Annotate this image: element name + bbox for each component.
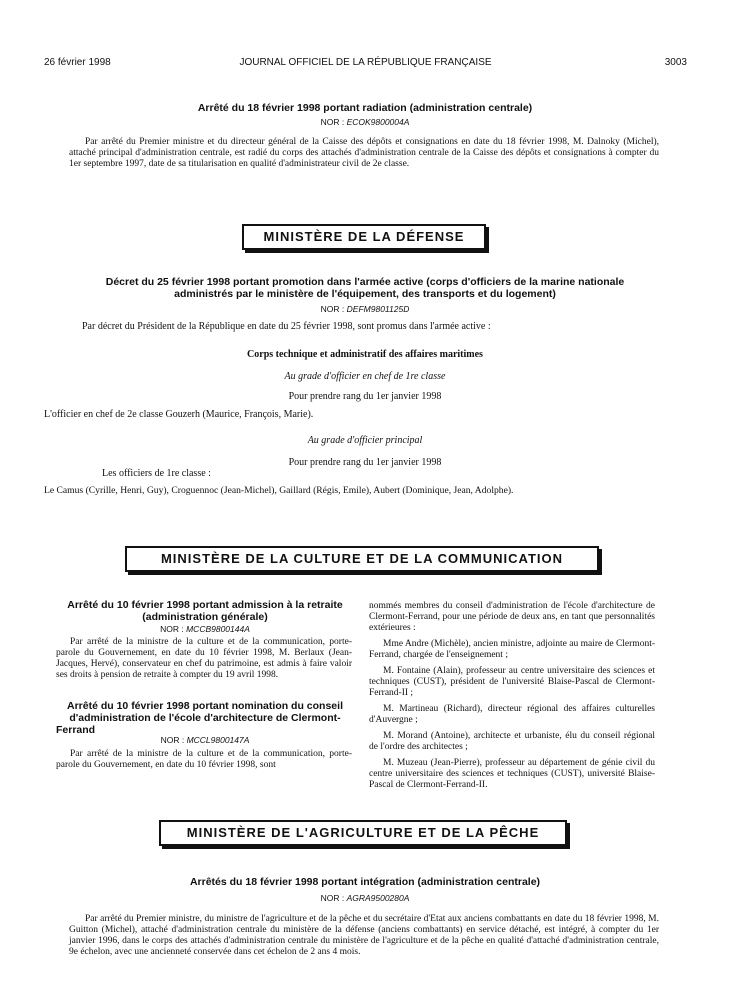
section2-title xyxy=(40,276,690,300)
section1-nor xyxy=(60,117,670,127)
nor-code: DEFM9801125D xyxy=(346,304,410,314)
member-item: M. Martineau (Richard), directeur régional des affaires culturelles d'Auvergne ; xyxy=(369,704,655,725)
header-date: 26 février 1998 xyxy=(44,57,111,68)
section4-title-line1: Arrêté du 10 février 1998 portant nomination du conseil xyxy=(67,700,343,712)
section2-rang1: Pour prendre rang du 1er janvier 1998 xyxy=(288,391,442,402)
nor-label: NOR : xyxy=(160,735,185,745)
member-item: M. Morand (Antoine), architecte et urbaniste, élu du conseil régional de l'ordre des architectes ; xyxy=(369,731,655,752)
section5-text: Par arrêté du Premier ministre, du ministre de l'agriculture et de la pêche et du secrétaire d'Etat aux anciens combattants en date du 18 février 1998, M. Guitton (Michel), attaché d'administration centrale du ministère de la défense (anciens combattants) en service détaché, est intégré, à compter du 1er janvier 1996, dans le corps des attachés d'administration centrale du ministère de l'agriculture et de la pêche en qualité d'attaché d'administration centrale, 9e échelon, avec une ancienneté conservée dans cet échelon de 2 ans 4 mois. xyxy=(69,914,659,957)
section4-continued-text: nommés membres du conseil d'administration de l'école d'architecture de Clermont-Ferrand, pour une période de deux ans, en tant que personnalités extérieures : xyxy=(369,601,655,633)
nor-code: AGRA9500280A xyxy=(346,893,410,903)
section4-title xyxy=(40,700,370,736)
section3-title xyxy=(40,599,370,623)
member-item: Mme Andre (Michèle), ancien ministre, adjointe au maire de Clermont-Ferrand, chargée de l'enseignement ; xyxy=(369,639,655,660)
section2-officers-list: Le Camus (Cyrille, Henri, Guy), Croguennoc (Jean-Michel), Gaillard (Régis, Emile), Aubert (Dominique, Jean, Adolphe). xyxy=(44,485,514,496)
nor-label: NOR : xyxy=(160,624,184,634)
section2-officer1: L'officier en chef de 2e classe Gouzerh (Maurice, François, Marie). xyxy=(44,409,314,420)
section2-officers-intro: Les officiers de 1re classe : xyxy=(102,468,211,479)
nor-code: MCCL9800147A xyxy=(186,735,250,745)
section3-text: Par arrêté de la ministre de la culture et de la communication, porte-parole du Gouvernement, en date du 10 février 1998, M. Berlaux (Jean-Jacques, Hervé), conservateur en chef du patrimoine, est admis à faire valoir ses droits à pension de retraite à compter du 19 avril 1998. xyxy=(56,637,352,680)
nor-label: NOR : xyxy=(320,304,345,314)
section2-title-line2: administrés par le ministère de l'équipement, des transports et du logement) xyxy=(174,288,556,300)
section5-nor xyxy=(60,893,670,903)
nor-label: NOR : xyxy=(320,117,345,127)
section4-title-line3: Ferrand xyxy=(56,724,96,736)
ministry-agriculture-heading: MINISTÈRE DE L'AGRICULTURE ET DE LA PÊCHE xyxy=(159,820,567,846)
ministry-culture-heading: MINISTÈRE DE LA CULTURE ET DE LA COMMUNICATION xyxy=(125,546,599,572)
section5-title: Arrêtés du 18 février 1998 portant intégration (administration centrale) xyxy=(189,876,541,888)
section3-title-line2: (administration générale) xyxy=(142,611,268,623)
section2-rang2: Pour prendre rang du 1er janvier 1998 xyxy=(288,457,442,468)
section1-title: Arrêté du 18 février 1998 portant radiation (administration centrale) xyxy=(197,102,533,114)
header-page-number: 3003 xyxy=(664,57,687,68)
nor-label: NOR : xyxy=(320,893,345,903)
section2-grade2: Au grade d'officier principal xyxy=(307,435,423,446)
section3-title-line1: Arrêté du 10 février 1998 portant admission à la retraite xyxy=(67,599,343,611)
section4-nor xyxy=(40,735,370,745)
nor-code: ECOK9800004A xyxy=(346,117,410,127)
section4-continued-column xyxy=(369,601,655,796)
section4-title-line2: d'administration de l'école d'architecture de Clermont- xyxy=(69,712,341,724)
ministry-defense-heading: MINISTÈRE DE LA DÉFENSE xyxy=(242,224,486,250)
section2-title-line1: Décret du 25 février 1998 portant promotion dans l'armée active (corps d'officiers de la marine nationale xyxy=(105,276,625,288)
nor-code: MCCB9800144A xyxy=(186,624,250,634)
section4-text: Par arrêté de la ministre de la culture et de la communication, porte-parole du Gouvernement, en date du 10 février 1998, sont xyxy=(56,749,352,770)
section1-text: Par arrêté du Premier ministre et du directeur général de la Caisse des dépôts et consignations en date du 18 février 1998, M. Dalnoky (Michel), attaché principal d'administration centrale, est radié du corps des attachés d'administration centrale de la Caisse des dépôts et consignations à compter du 1er septembre 1997, date de sa titularisation en qualité d'administrateur civil de 2e classe. xyxy=(69,137,659,169)
header-journal-title: JOURNAL OFFICIEL DE LA RÉPUBLIQUE FRANÇAISE xyxy=(239,57,492,68)
section3-nor xyxy=(40,624,370,634)
section2-corps-heading: Corps technique et administratif des affaires maritimes xyxy=(247,349,483,360)
section2-nor xyxy=(60,304,670,314)
member-item: M. Fontaine (Alain), professeur au centre universitaire des sciences et techniques (CUST), président de l'université Blaise-Pascal de Clermont-Ferrand-II ; xyxy=(369,666,655,698)
section2-intro: Par décret du Président de la République en date du 25 février 1998, sont promus dans l'armée active : xyxy=(82,321,491,332)
member-item: M. Muzeau (Jean-Pierre), professeur au département de génie civil du centre universitaire des sciences et techniques (CUST), université Blaise-Pascal de Clermont-Ferrand-II. xyxy=(369,758,655,790)
section2-grade1: Au grade d'officier en chef de 1re classe xyxy=(284,371,446,382)
